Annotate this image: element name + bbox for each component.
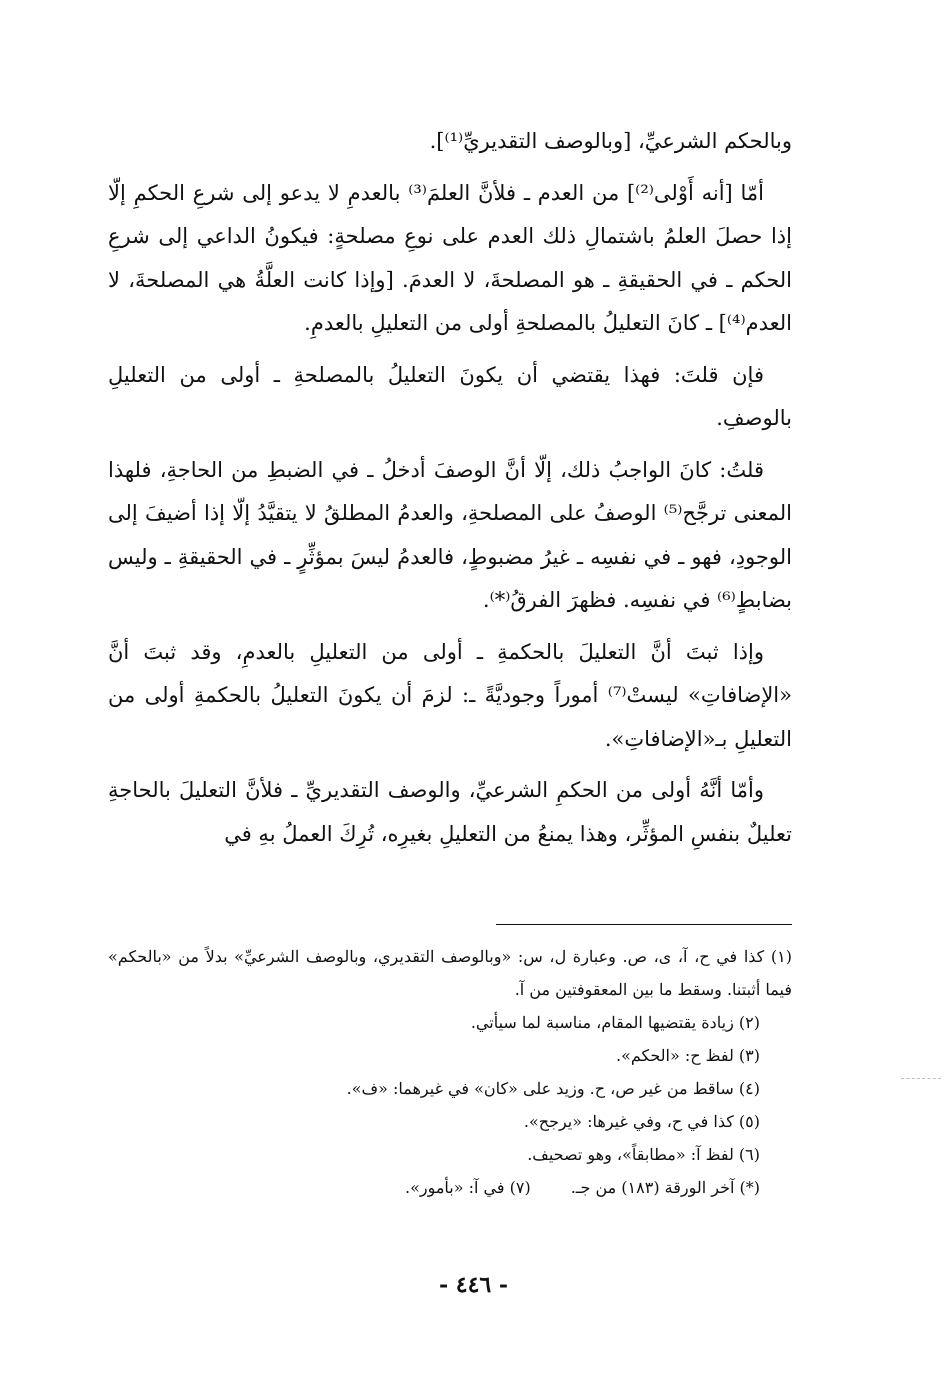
paragraph-1: وبالحكم الشرعيِّ، [وبالوصف التقديريِّ⁽¹⁾].	[429, 129, 792, 153]
footnote-star: (*) آخر الورقة (١٨٣) من جـ.	[570, 1178, 760, 1197]
page-number: - ٤٤٦ -	[438, 1272, 509, 1298]
paragraph-3: فإن قلتَ: فهذا يقتضي أن يكونَ التعليلُ بالمصلحةِ ـ أولى من التعليلِ بالوصفِ.	[108, 362, 792, 430]
paragraph-6: وأمّا أنَّهُ أولى من الحكمِ الشرعيِّ، والوصف التقديريِّ ـ فلأنَّ التعليلَ بالحاجةِ تعليلٌ بنفسِ المؤثِّر، وهذا يمنعُ من التعليلِ بغيرِه، تُرِكَ العملُ بهِ في	[108, 778, 792, 846]
footnote-5: (٥) كذا في ح، وفي غيرها: «يرجح».	[523, 1112, 760, 1131]
paragraph-4: قلتُ: كانَ الواجبُ ذلك، إلّا أنَّ الوصفَ أدخلُ ـ في الضبطِ من الحاجةِ، فلهذا المعنى ترجَّح⁽⁵⁾ الوصفُ على المصلحةِ، والعدمُ المطلقُ لا يتقيَّدُ إلّا إذا أضيفَ إلى الوجودِ، فهو ـ في نفسِه ـ غيرُ مضبوطٍ، فالعدمُ ليسَ بمؤثِّرٍ ـ في الحقيقةِ ـ وليس بضابطٍ⁽⁶⁾ في نفسِه. فظهرَ الفرقُ⁽*⁾.	[108, 457, 792, 612]
footnote-6: (٦) لفظ آ: «مطابقاً»، وهو تصحيف.	[527, 1145, 760, 1164]
paragraph-2: أمّا [أنه أَوْلى⁽²⁾] من العدم ـ فلأنَّ العلمَ⁽³⁾ بالعدمِ لا يدعو إلى شرعِ الحكمِ إلّا إذا حصلَ العلمُ باشتمالِ ذلك العدم على نوعِ مصلحةٍ: فيكونُ الداعي إلى شرعِ الحكم ـ في الحقيقةِ ـ هو المصلحةَ، لا العدمَ. [وإذا كانت العلَّةُ هي المصلحةَ، لا العدم⁽⁴⁾] ـ كانَ التعليلُ بالمصلحةِ أولى من التعليلِ بالعدمِ.	[108, 180, 792, 335]
paragraph-5: وإذا ثبتَ أنَّ التعليلَ بالحكمةِ ـ أولى من التعليلِ بالعدمِ، وقد ثبتَ أنَّ «الإضافاتِ» ليستْ⁽⁷⁾ أموراً وجوديَّةً ـ: لزمَ أن يكونَ التعليلُ بالحكمةِ أولى من التعليلِ بـ«الإضافاتِ».	[108, 639, 792, 751]
footnote-last-row	[108, 1171, 792, 1204]
scan-artifact-line	[901, 1078, 941, 1079]
footnote-4: (٤) ساقط من غير ص، ح. وزيد على «كان» في غيرهما: «ف».	[346, 1079, 760, 1098]
footnote-1: (١) كذا في ح، آ، ى، ص. وعبارة ل، س: «وبالوصف التقديري، وبالوصف الشرعيِّ» بدلاً من «بالحكم» فيما أثبتنا. وسقط ما بين المعقوفتين من آ.	[108, 947, 792, 999]
footnote-separator	[496, 924, 792, 925]
footnotes	[108, 940, 792, 1204]
footnote-3: (٣) لفظ ح: «الحكم».	[615, 1046, 760, 1065]
footnote-2: (٢) زيادة يقتضيها المقام، مناسبة لما سيأتي.	[470, 1013, 760, 1032]
main-text-body	[108, 120, 792, 856]
footnote-7: (٧) في آ: «بأمور».	[404, 1178, 531, 1197]
